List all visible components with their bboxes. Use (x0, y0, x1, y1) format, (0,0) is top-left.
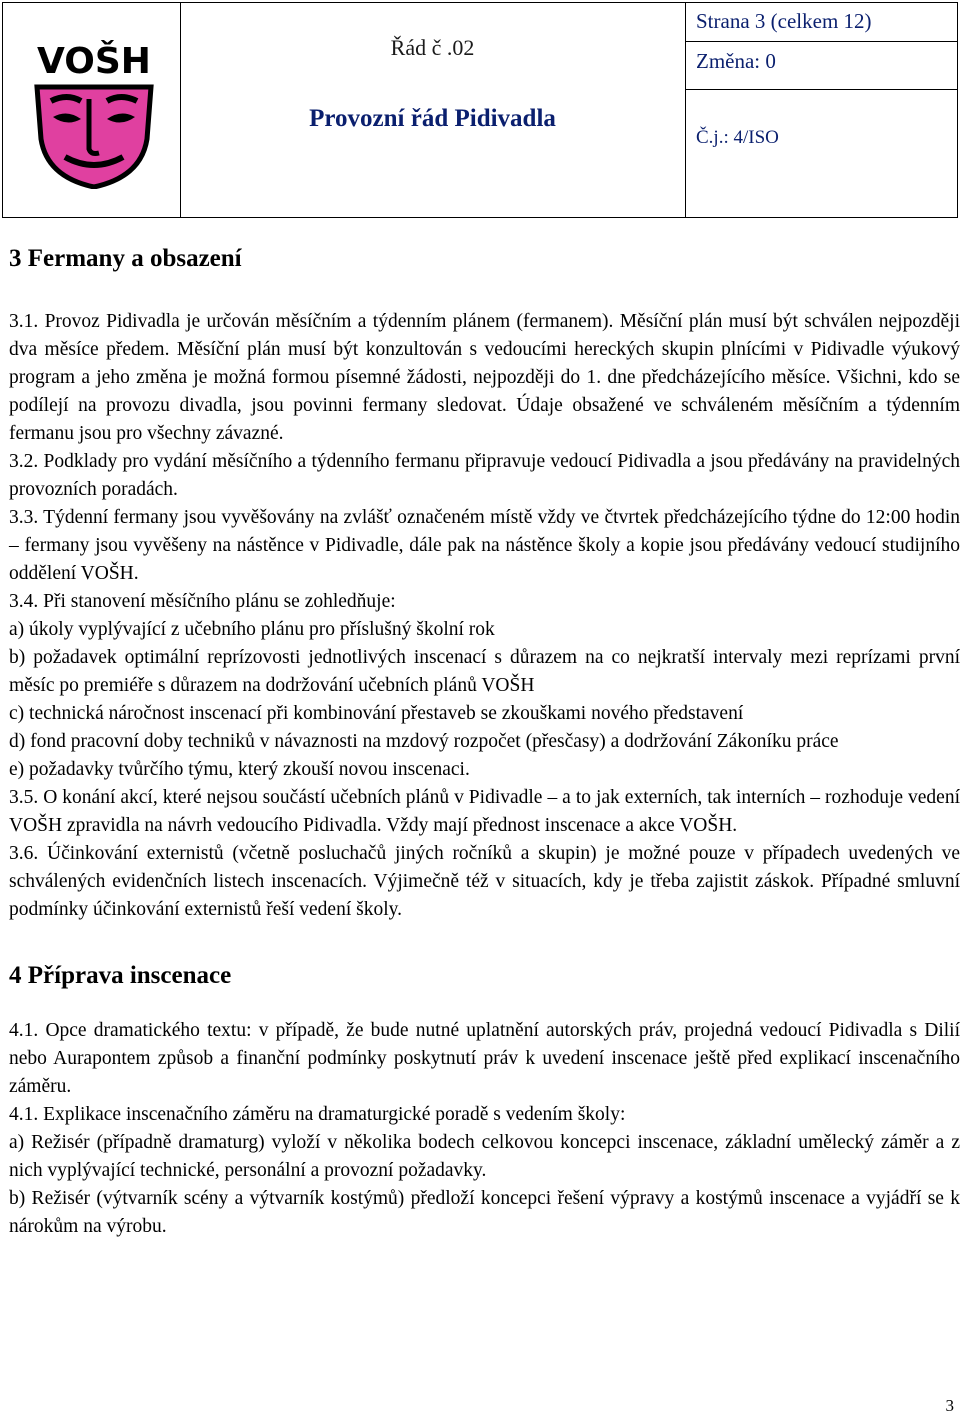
paragraph-text: Provoz Pidivadla je určován měsíčním a týdenním plánem (fermanem). Měsíční plán musí být schválen nejpozději dva měsíce předem. Měsíční plán musí být konzultován s vedoucími hereckých skupin plnícími v Pidivadle výukový program a jeho změna je možná formou písemné žádosti, nejpozději do 1. dne předcházejícího měsíce. Všichni, kdo se podílejí na provozu divadla, jsou povinni fermany sledovat. Údaje obsažené ve schváleném měsíčním a týdenním fermanu jsou pro všechny závazné. (9, 311, 960, 444)
logo-cell (3, 3, 181, 217)
paragraph-text: b) Režisér (výtvarník scény a výtvarník kostýmů) předloží koncepci řešení výpravy a kostýmů inscenace a vyjádří se k nárokům na výrobu. (9, 1188, 960, 1237)
section-3-text (9, 308, 960, 924)
section-4-heading: 4 Příprava inscenace (9, 962, 232, 989)
rad-number: Řád č .02 (390, 35, 475, 60)
paragraph-text: a) úkoly vyplývající z učebního plánu pro příslušný školní rok (9, 619, 495, 640)
paragraph-number: 3.6. (9, 843, 39, 864)
paragraph-text: Týdenní fermany jsou vyvěšovány na zvlášť označeném místě vždy ve čtvrtek předcházejícího týdne do 12:00 hodin – fermany jsou vyvěšeny na nástěnce v Pidivadle, dále pak na nástěnce školy a kopie jsou předávány vedoucí studijního oddělení VOŠH. (9, 507, 960, 584)
paragraph (9, 588, 960, 616)
paragraph (9, 840, 960, 924)
paragraph (9, 728, 960, 756)
meta-cell (685, 3, 957, 217)
paragraph-text: Účinkování externistů (včetně posluchačů jiných ročníků a skupin) je možné pouze v případech uvedených ve schválených evidenčních listech inscenacích. Výjimečně též v situacích, kdy je třeba zajistit záskok. Případné smluvní podmínky účinkování externistů řeší vedení školy. (9, 843, 960, 920)
paragraph-text: O konání akcí, které nejsou součástí učebních plánů v Pidivadle – a to jak externích, tak interních – rozhoduje vedení VOŠH zpravidla na návrh vedoucího Pidivadla. Vždy mají přednost inscenace a akce VOŠH. (9, 787, 960, 836)
vosh-logo (29, 39, 159, 189)
paragraph (9, 504, 960, 588)
paragraph (9, 700, 960, 728)
paragraph (9, 756, 960, 784)
paragraph (9, 1017, 960, 1101)
paragraph-number: 3.5. (9, 787, 39, 808)
paragraph (9, 1185, 960, 1241)
document-body (9, 240, 960, 1241)
paragraph (9, 644, 960, 700)
page-number: 3 (945, 1396, 954, 1415)
paragraph-number: 3.1. (9, 311, 39, 332)
paragraph (9, 448, 960, 504)
paragraph (9, 308, 960, 448)
revision: Změna: 0 (696, 49, 776, 73)
paragraph-number: 3.4. (9, 591, 39, 612)
paragraph-text: c) technická náročnost inscenací při kombinování přestaveb se zkouškami nového představení (9, 703, 744, 724)
paragraph (9, 784, 960, 840)
paragraph-number: 4.1. (9, 1020, 39, 1041)
document-title: Provozní řád Pidivadla (309, 105, 556, 132)
paragraph-text: b) požadavek optimální reprízovosti jednotlivých inscenací s důrazem na co nejkratší intervaly mezi reprízami první měsíc po premiéře s důrazem na dodržování učebních plánů VOŠH (9, 647, 960, 696)
paragraph-number: 4.1. (9, 1104, 39, 1125)
paragraph (9, 1129, 960, 1185)
paragraph-text: Opce dramatického textu: v případě, že bude nutné uplatnění autorských práv, projedná vedoucí Pidivadla s Dilií nebo Aurapontem způsob a finanční podmínky poskytnutí práv k uvedení inscenace ještě před explikací inscenačního záměru. (9, 1020, 960, 1097)
reference-number: Č.j.: 4/ISO (696, 127, 779, 148)
section-4-text (9, 1017, 960, 1241)
paragraph-text: Explikace inscenačního záměru na dramaturgické poradě s vedením školy: (38, 1104, 626, 1125)
paragraph (9, 1101, 960, 1129)
paragraph (9, 616, 960, 644)
paragraph-number: 3.2. (9, 451, 39, 472)
svg-text:VOŠH: VOŠH (37, 41, 151, 82)
page-count: Strana 3 (celkem 12) (696, 9, 872, 33)
paragraph-text: e) požadavky tvůrčího týmu, který zkouší novou inscenaci. (9, 759, 470, 780)
paragraph-text: d) fond pracovní doby techniků v návaznosti na mzdový rozpočet (přesčasy) a dodržování Zákoníku práce (9, 731, 839, 752)
paragraph-text: a) Režisér (případně dramaturg) vyloží v několika bodech celkovou koncepci inscenace, základní umělecký záměr a z nich vyplývající technické, personální a provozní požadavky. (9, 1132, 960, 1181)
section-3-heading: 3 Fermany a obsazení (9, 245, 242, 272)
paragraph-text: Při stanovení měsíčního plánu se zohledňuje: (38, 591, 396, 612)
paragraph-text: Podklady pro vydání měsíčního a týdenního fermanu připravuje vedoucí Pidivadla a jsou předávány na pravidelných provozních poradách. (9, 451, 960, 500)
paragraph-number: 3.3. (9, 507, 39, 528)
document-header (2, 2, 958, 218)
